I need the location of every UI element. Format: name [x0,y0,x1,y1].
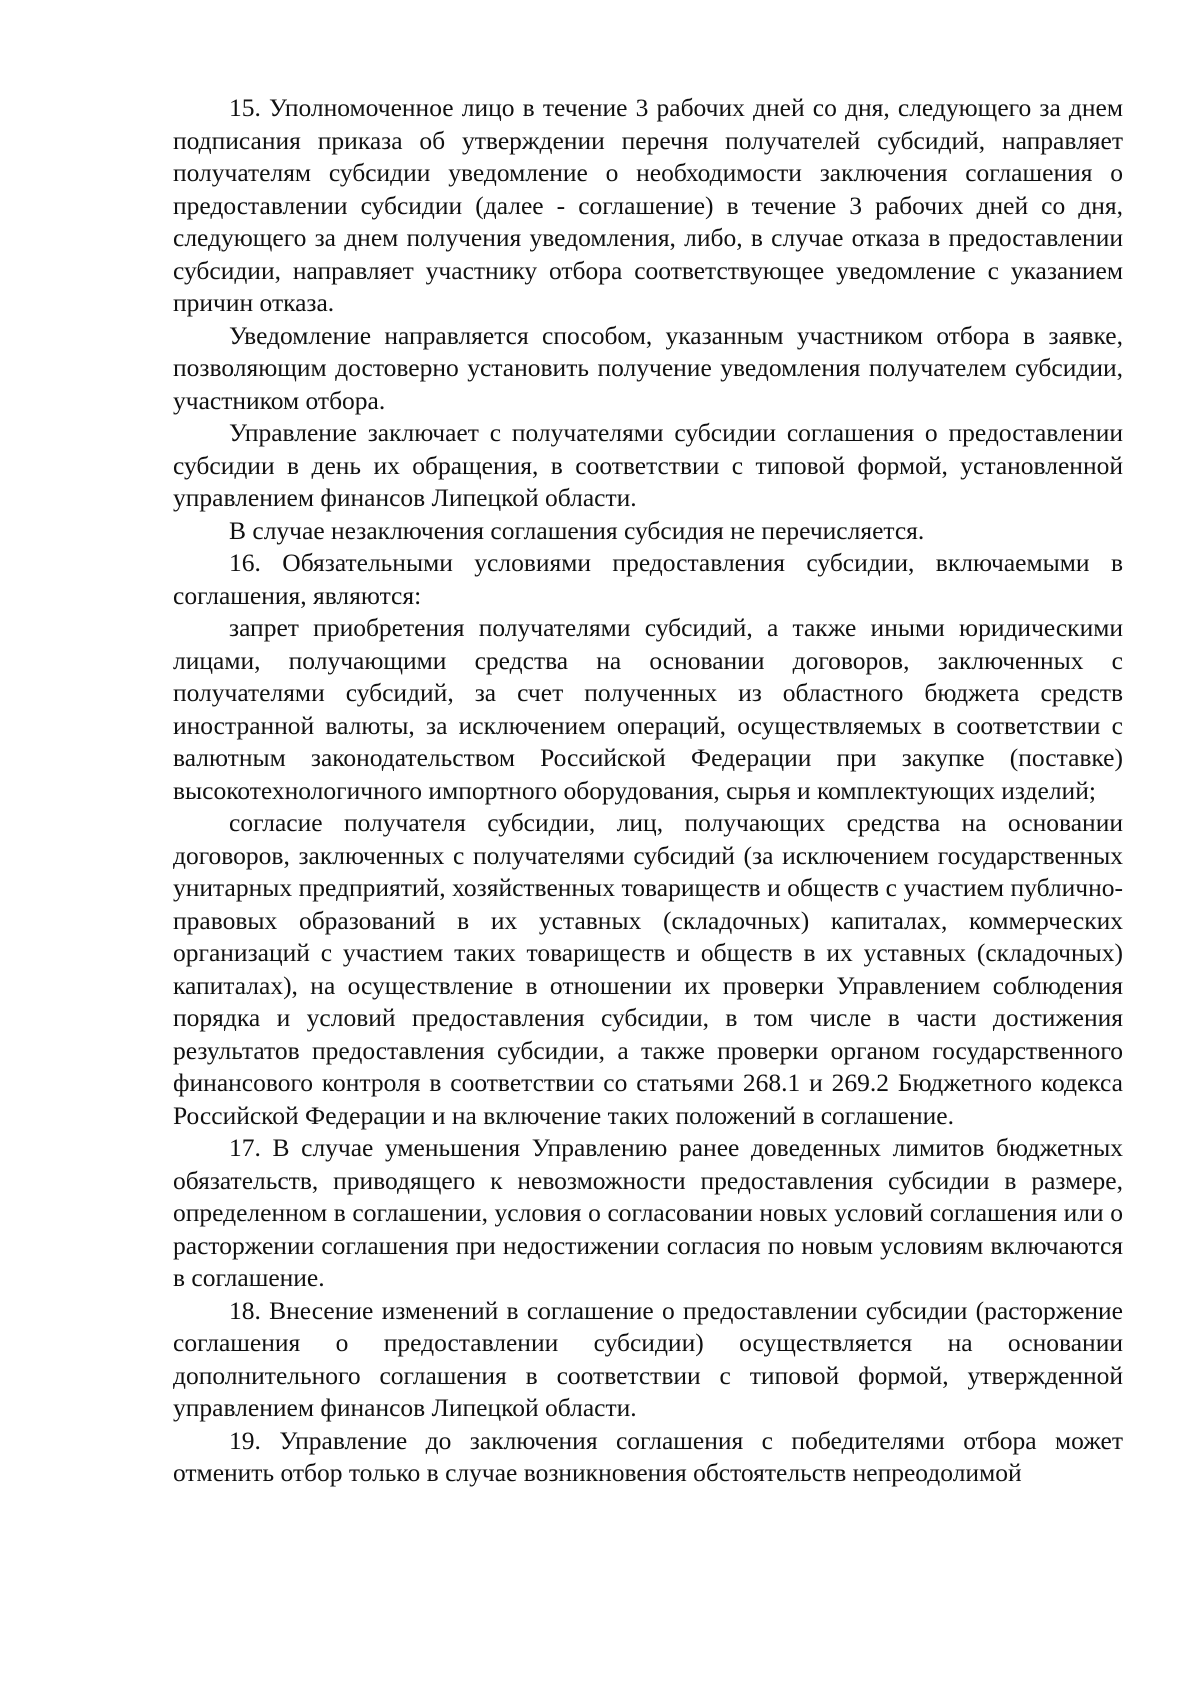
paragraph-15: 15. Уполномоченное лицо в течение 3 рабочих дней со дня, следующего за днем подписания приказа об утверждении перечня получателей субсидий, направляет получателям субсидии уведомление о необходимости заключения соглашения о предоставлении субсидии (далее - соглашение) в течение 3 рабочих дней со дня, следующего за днем получения уведомления, либо, в случае отказа в предоставлении субсидии, направляет участнику отбора соответствующее уведомление с указанием причин отказа. [173,93,1123,317]
paragraph-19: 19. Управление до заключения соглашения с победителями отбора может отменить отбор только в случае возникновения обстоятельств непреодолимой [173,1425,1123,1487]
paragraph-inspection-consent: согласие получателя субсидии, лиц, получающих средства на основании договоров, заключенных с получателями субсидий (за исключением государственных унитарных предприятий, хозяйственных товариществ и обществ с участием публично-правовых образований в их уставных (складочных) капиталах, коммерческих организаций с участием таких товариществ и обществ в их уставных (складочных) капиталах), на осуществление в отношении их проверки Управлением соблюдения порядка и условий предоставления субсидии, в том числе в части достижения результатов предоставления субсидии, а также проверки органом государственного финансового контроля в соответствии со статьями 268.1 и 269.2 Бюджетного кодекса Российской Федерации и на включение таких положений в соглашение. [173,808,1123,1130]
paragraph-16: 16. Обязательными условиями предоставления субсидии, включаемыми в соглашения, являются: [173,548,1123,610]
paragraph-agreement-conclusion: Управление заключает с получателями субсидии соглашения о предоставлении субсидии в день их обращения, в соответствии с типовой формой, установленной управлением финансов Липецкой области. [173,418,1123,512]
paragraph-18: 18. Внесение изменений в соглашение о предоставлении субсидии (расторжение соглашения о предоставлении субсидии) осуществляется на основании дополнительного соглашения в соответствии с типовой формой, утвержденной управлением финансов Липецкой области. [173,1295,1123,1422]
paragraph-notification-method: Уведомление направляется способом, указанным участником отбора в заявке, позволяющим достоверно установить получение уведомления получателем субсидии, участником отбора. [173,320,1123,415]
document-page [173,92,1123,1490]
paragraph-no-transfer: В случае незаключения соглашения субсидия не перечисляется. [229,515,925,545]
paragraph-17: 17. В случае уменьшения Управлению ранее доведенных лимитов бюджетных обязательств, приводящего к невозможности предоставления субсидии в размере, определенном в соглашении, условия о согласовании новых условий соглашения или о расторжении соглашения при недостижении согласия по новым условиям включаются в соглашение. [173,1133,1123,1292]
paragraph-currency-ban: запрет приобретения получателями субсидий, а также иными юридическими лицами, получающими средства на основании договоров, заключенных с получателями субсидий, за счет полученных из областного бюджета средств иностранной валюты, за исключением операций, осуществляемых в соответствии с валютным законодательством Российской Федерации при закупке (поставке) высокотехнологичного импортного оборудования, сырья и комплектующих изделий; [173,613,1123,805]
